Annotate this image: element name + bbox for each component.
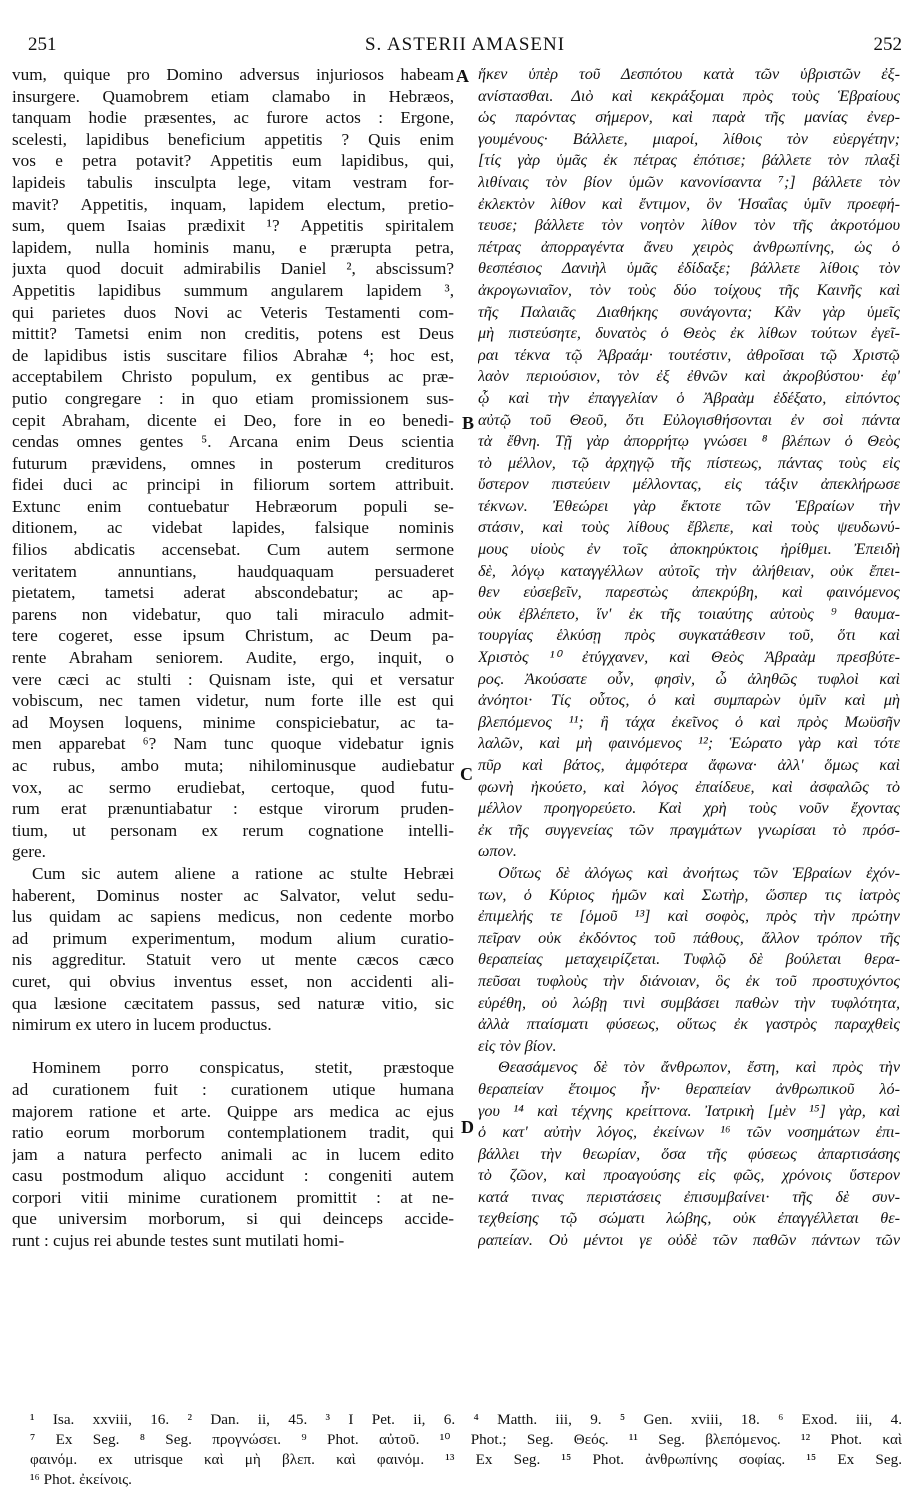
latin-text-line: nis aggreditur. Statuit vero ut mente cæcos cæco — [12, 950, 454, 970]
greek-text-line: ρος. Ἀκούσατε οὖν, φησὶν, ὦ ἀληθῶς τυφλοὶ καὶ — [478, 669, 900, 688]
latin-text-line: haberent, Dominus noster ac Salvator, velut sedu- — [12, 885, 454, 905]
latin-text-line: Hominem porro conspicatus, stetit, præstoque — [32, 1058, 454, 1078]
greek-text-line: θεραπείας μεταχειρίζεται. Τυφλῷ δὲ βούλεται θερα- — [478, 950, 900, 969]
latin-text-line: insurgere. Quamobrem etiam clamabo in Hebræos, — [12, 86, 454, 106]
greek-text-line: λαὸν περιούσιον, τὸν ἐξ ἐθνῶν καὶ ἀκροβύστου· ἐφ' — [478, 367, 900, 386]
greek-text-line: ραπείαν. Οὐ μέντοι γε οὐδὲ τῶν παθῶν πάντων τῶν — [478, 1231, 900, 1250]
latin-text-line: majorem ratione et arte. Quippe ars medica ac ejus — [12, 1101, 454, 1121]
latin-text-line: qua læsione cæcitatem passus, sed naturæ vitio, sic — [12, 993, 454, 1013]
latin-text-line: tere cogeret, esse ipsum Christum, ac Deum pa- — [12, 626, 454, 646]
latin-text-line: futurum prævidens, omnes in posterum credituros — [12, 453, 454, 473]
greek-text-line: πέτρας ἀπορραγέντα ἄνευ χειρὸς ἀνθρωπίνης, ὡς ὁ — [478, 237, 900, 256]
footnote-line: ⁷ Ex Seg. ⁸ Seg. προγνώσει. ⁹ Phot. αὐτοῦ. ¹⁰ Phot.; Seg. Θεός. ¹¹ Seg. βλεπόμενος. ¹² Phot. καὶ — [30, 1431, 902, 1448]
greek-text-line: ἀνόητοι· Τίς οὗτος, ὁ καὶ συμπαρὼν ὑμῖν καὶ μὴ — [478, 691, 900, 710]
greek-text-line: Θεασάμενος δὲ τὸν ἄνθρωπον, ἔστη, καὶ πρὸς τὴν — [498, 1058, 900, 1077]
page-number-left: 251 — [28, 34, 57, 55]
latin-text-line: Appetitis lapidibus summum angularem lapidem ³, — [12, 280, 454, 300]
latin-text-line: vobiscum, nec tamen videtur, num forte ille est qui — [12, 691, 454, 711]
greek-text-line: αὐτῷ τοῦ Θεοῦ, ὅτι Εὐλογισθήσονται ἐν σοὶ πάντα — [478, 410, 900, 429]
greek-text-line: πῦρ καὶ βάτος, ἀμφότερα ἄφωνα· ἀλλ' ὅμως καὶ — [478, 756, 900, 774]
latin-text-line: que universim morborum, si qui deinceps accide- — [12, 1209, 454, 1229]
greek-text-line: τουργίας ἑλκύσῃ πρὸς συγκατάθεσιν τοῦ, ὅτι καὶ — [478, 626, 900, 645]
latin-text-line: mittit? Tametsi enim non creditis, potens est Deus — [12, 324, 454, 344]
latin-text-line: sum, quem Isaias prædixit ¹? Appetitis spiritalem — [12, 216, 454, 236]
latin-text-line: Extunc enim contuebatur Hebræorum populi se- — [12, 496, 454, 516]
latin-text-line: filios abdicatis accensebat. Cum autem sermone — [12, 540, 454, 560]
greek-text-line: δὲ, λόγῳ καταγγέλλων αὐτοῖς τὴν ἀλήθειαν, οὐκ ἔπει- — [478, 561, 900, 580]
running-title: S. ASTERII AMASENI — [364, 34, 566, 55]
latin-text-line: ad curationem fuit : curationem utique humana — [12, 1079, 454, 1099]
greek-text-line: λαλῶν, καὶ μὴ φαινόμενος ¹²; Ἑώρατο γὰρ καὶ τότε — [478, 734, 900, 753]
latin-text-line: ratio eorum morborum contemplationem tradit, qui — [12, 1123, 454, 1143]
greek-text-line: γου ¹⁴ καὶ τέχνης κρείττονα. Ἰατρικὴ [μὲν ¹⁵] γὰρ, καὶ — [478, 1101, 900, 1120]
greek-text-line: ἐκλεκτὸν λίθον καὶ ἔντιμον, ὃν Ἡσαΐας ὑμῖν προεφή- — [478, 194, 900, 213]
greek-text-line: ἀκρογωνιαῖον, τὸν τοὺς δύο τοίχους τῆς Καινῆς καὶ — [478, 280, 900, 299]
greek-text-line: βάλλει τὴν θεωρίαν, ὅσα τῆς φύσεως ἀπαρτισάσης — [478, 1144, 900, 1163]
latin-text-line: cendas omnes gentes ⁵. Arcana enim Deus scientia — [12, 432, 454, 452]
greek-text-line: μους υἱοὺς ἐν τοῖς ἀποκηρύκτοις ἠρίθμει. Ἐπειδὴ — [478, 540, 900, 559]
latin-text-line: vox, ac sermo erudiebat, certoque, quod futu- — [12, 777, 454, 797]
greek-text-line: ωπον. — [478, 842, 517, 861]
margin-marker-d: D — [461, 1117, 474, 1137]
greek-text-line: ανίστασθαι. Διὸ καὶ κεκράξομαι πρὸς τοὺς Ἑβραίους — [478, 86, 900, 105]
latin-text-line: runt : cujus rei abunde testes sunt mutilati homi- — [12, 1231, 345, 1251]
latin-text-line: rente Abraham seniorem. Audite, ergo, inquit, o — [12, 648, 454, 668]
latin-column — [12, 64, 454, 1252]
latin-text-line: juxta quod docuit admirabilis Daniel ², abscissum? — [12, 259, 454, 279]
greek-text-line: ᾧ καὶ τὴν ἐπαγγελίαν ὁ Ἀβραὰμ ἐδέξατο, εἰπόντος — [478, 388, 900, 407]
latin-text-line: pietatem, tametsi aderat abscondebatur; ac ap- — [12, 583, 454, 603]
latin-text-line: lus quidam ac sapiens medicus, non cedente morbo — [12, 907, 454, 927]
latin-text-line: men apparebat ⁶? Nam tunc quoque videbatur ignis — [12, 734, 454, 754]
paragraph-gap — [12, 1036, 454, 1058]
margin-marker-c: C — [460, 764, 473, 784]
page-number-right: 252 — [873, 34, 902, 55]
greek-text-line: Χριστὸς ¹⁰ ἐτύγχανεν, καὶ Θεὸς Ἀβραὰμ πρεσβύτε- — [478, 648, 900, 667]
margin-marker-a: A — [456, 66, 469, 86]
latin-text-line: ac rubus, ambo muta; nihilominusque audiebatur — [12, 756, 454, 775]
latin-text-line: parens non videbatur, quo tali miraculo admit- — [12, 604, 454, 624]
latin-text-line: ad Moysen loquens, minime conspiciebatur, ac ta- — [12, 712, 454, 732]
greek-text-line: Οὕτως δὲ ἀλόγως καὶ ἀνοήτως τῶν Ἑβραίων ἐχόν- — [498, 863, 900, 882]
greek-text-line: θεσπέσιος Δανιὴλ ὑμᾶς ἐδίδαξε; βάλλετε λίθοις τὸν — [478, 259, 900, 278]
latin-text-line: lapidem, nulla hominis manu, e prærupta petra, — [12, 237, 454, 257]
greek-text-line: μὴ πιστεύσητε, δυνατὸς ὁ Θεὸς ἐκ λίθων τούτων ἐγεῖ- — [478, 324, 900, 343]
latin-text-line: jam a natura perfecto animali ac in lucem edito — [12, 1144, 454, 1164]
greek-text-line: τὰ ἔθνη. Τῇ γὰρ ἀπορρήτῳ γνώσει ⁸ βλέπων ὁ Θεὸς — [478, 432, 900, 451]
latin-text-line: vos e petra potavit? Appetitis eum lapidibus, qui, — [12, 151, 454, 171]
greek-column — [478, 64, 900, 1252]
latin-text-line: tium, ut personam ex rerum cognatione intelli- — [12, 820, 454, 840]
greek-text-line: οὐκ ἐβλέπετο, ἵν' ἐκ τῆς τοιαύτης αὐτοὺς ⁹ θαυμα- — [478, 604, 900, 623]
greek-text-line: πεῖραν οὐκ ἐκδόντος τοῦ πάθους, ἄλλον τρόπον τῆς — [478, 928, 900, 947]
footnotes — [30, 1410, 902, 1490]
running-header — [28, 34, 902, 60]
footnote-line: ¹⁶ Phot. ἐκείνοις. — [30, 1471, 132, 1488]
greek-text-line: στάσιν, καὶ τοὺς λίθους ἔβλεπε, καὶ τοὺς ψευδωνύ- — [478, 518, 900, 537]
greek-text-line: γουμένους· Βάλλετε, μιαροί, λίθοις τὸν εὐεργέτην; — [478, 129, 900, 148]
latin-text-line: de lapidibus istis suscitare filios Abrahæ ⁴; hoc est, — [12, 345, 454, 365]
greek-text-line: τεχθείσης τῷ σώματι λώβης, οὐκ ἐπαγγέλλεται θε- — [478, 1209, 900, 1228]
greek-text-line: ὡς παρόντας σήμερον, καὶ παρὰ τῆς μανίας ἐνερ- — [478, 108, 900, 127]
latin-text-line: gere. — [12, 842, 46, 862]
margin-marker-b: B — [462, 413, 475, 433]
greek-text-line: εὑρέθη, οὐ λώβῃ τινὶ συμβάσει παθὼν τὴν τυφλότητα, — [478, 993, 900, 1012]
greek-text-line: εἰς τὸν βίον. — [478, 1036, 557, 1055]
greek-text-line: τέκνων. Ἐθεώρει γὰρ ἔκτοτε τῶν Ἑβραίων τὴν — [478, 496, 900, 515]
latin-text-line: veritatem annuntians, haudquaquam persuaderet — [12, 561, 454, 581]
greek-text-line: θεν εὐσεβεῖν, παρεστὼς ἀπεκρύβη, καὶ φαινόμενος — [478, 583, 900, 602]
latin-text-line: scelesti, lapidibus beneficium appetitis ? Quis enim — [12, 129, 454, 149]
greek-text-line: ἐπιμελής τε [ὁμοῦ ¹³] καὶ σοφὸς, πρὸς τὴν πρώτην — [478, 907, 900, 926]
greek-text-line: φωνὴ ἠκούετο, καὶ λόγος ἐπαίδευε, καὶ ἀσφαλῶς τὸ — [478, 777, 900, 796]
latin-text-line: lapideis tabulis insculpta lege, vitam vestram for- — [12, 172, 454, 192]
greek-text-line: λιθίναις τὸν βίον ὑμῶν κανονίσαντα ⁷;] βάλλετε τὸν — [478, 172, 900, 191]
greek-text-line: ἥκεν ὑπὲρ τοῦ Δεσπότου κατὰ τῶν ὑβριστῶν ἐξ- — [478, 65, 900, 83]
latin-text-line: corpori vitii minime curationem promittit : at ne- — [12, 1187, 454, 1207]
latin-text-line: ad primum experimentum, modum alium curatio- — [12, 928, 454, 948]
greek-text-line: τὸ ζῶον, καὶ προαγούσης εἰς φῶς, χρόνοις ὕστερον — [478, 1166, 900, 1185]
latin-text-line: qui parietes duos Novi ac Veteris Testamenti com- — [12, 302, 454, 322]
latin-text-line: ditionem, ac videbat lapides, falsique nominis — [12, 518, 454, 538]
greek-text-line: ὕστερον πιστεύειν μέλλοντας, εἰς τάξιν ἀπεκλήρωσε — [478, 475, 900, 494]
greek-text-line: ὁ κατ' αὐτὴν λόγος, ἐκείνων ¹⁶ τῶν νοσημάτων ἐπι- — [478, 1123, 900, 1142]
latin-text-line: rum erat prænuntiabatur : estque virorum pruden- — [12, 799, 454, 819]
latin-text-line: casu postmodum aliquo accidunt : congeniti autem — [12, 1166, 454, 1186]
greek-text-line: ἀλλὰ πταίσματι φύσεως, οὕτως ἐκ γαστρὸς παραχθεὶς — [478, 1015, 900, 1034]
greek-text-line: τὸ μέλλον, τῷ ἀρχηγῷ τῆς πίστεως, πάντας τοὺς εἰς — [478, 453, 900, 472]
greek-text-line: [τίς γὰρ ὑμᾶς ἐκ πέτρας ἐπότισε; βάλλετε τὸν πλαξὶ — [478, 151, 900, 170]
greek-text-line: τῆς Παλαιᾶς Διαθήκης συνάγοντα; Κἂν γὰρ ὑμεῖς — [478, 302, 900, 321]
greek-text-line: ἐκ τῆς συγγενείας τῶν πραγμάτων γνωρίσαι τὸ πρόσ- — [478, 820, 900, 839]
greek-text-line: βλεπόμενος ¹¹; ἢ τάχα ἐκεῖνος ὁ καὶ πρὸς Μωϋσῆν — [478, 712, 900, 731]
greek-text-line: ραι τέκνα τῷ Ἀβραάμ· τουτέστιν, ἀθροῖσαι τῷ Χριστῷ — [478, 345, 900, 364]
latin-text-line: curet, qui obvius inventus esset, non accidenti ali- — [12, 971, 454, 991]
latin-text-line: mavit? Appetitis, inquam, lapidem electum, pretio- — [12, 194, 454, 214]
greek-text-line: πεῦσαι τυφλοὺς τὴν διάνοιαν, ὃς ἐκ τοῦ προστυχόντος — [478, 971, 900, 990]
footnote-line: ¹ Isa. xxviii, 16. ² Dan. ii, 45. ³ I Pet. ii, 6. ⁴ Matth. iii, 9. ⁵ Gen. xviii, 18. ⁶ Exod. iii, 4. — [30, 1411, 902, 1428]
greek-text-line: θεραπείαν ἕτοιμος ἦν· θεραπείαν ἀνθρωπικοῦ λό- — [478, 1079, 900, 1098]
latin-text-line: vere cæci ac stulti : Quisnam iste, qui et versatur — [12, 669, 454, 689]
greek-text-line: κατά τινας περιστάσεις ἐπισυμβαίνει· τῆς δὲ συν- — [478, 1187, 900, 1206]
greek-text-line: μέλλον προηγορεύετο. Καὶ χρὴ τοὺς νοῦν ἔχοντας — [478, 799, 900, 818]
latin-text-line: putio congregare : in quo etiam promissionem sus- — [12, 388, 454, 408]
latin-text-line: Cum sic autem aliene a ratione ac stulte Hebræi — [32, 863, 454, 883]
greek-text-line: τευσε; βάλλετε τὸν νοητὸν λίθον τὸν τῆς ἀκροτόμου — [478, 216, 900, 235]
latin-text-line: vum, quique pro Domino adversus injuriosos habeam — [12, 65, 454, 84]
latin-text-line: cepit Abraham, dicente ei Deo, fore in eo benedi- — [12, 410, 454, 430]
latin-text-line: tanquam hodie præsentes, ac furore actos : Ergone, — [12, 108, 454, 128]
greek-text-line: των, ὁ Κύριος ἡμῶν καὶ Σωτὴρ, ὥσπερ τις ἰατρὸς — [478, 885, 900, 904]
footnote-line: φαινόμ. ex utrisque καὶ μὴ βλεπ. καὶ φαινόμ. ¹³ Ex Seg. ¹⁵ Phot. ἀνθρωπίνης σοφίας. ¹⁵ Ex Seg. — [30, 1451, 902, 1468]
latin-text-line: acceptabilem Christo populum, ex gentibus ac præ- — [12, 367, 454, 387]
latin-text-line: fidei duci ac principi in filiorum sortem attribuit. — [12, 475, 454, 495]
latin-text-line: nimirum ex utero in lucem productus. — [12, 1015, 272, 1035]
